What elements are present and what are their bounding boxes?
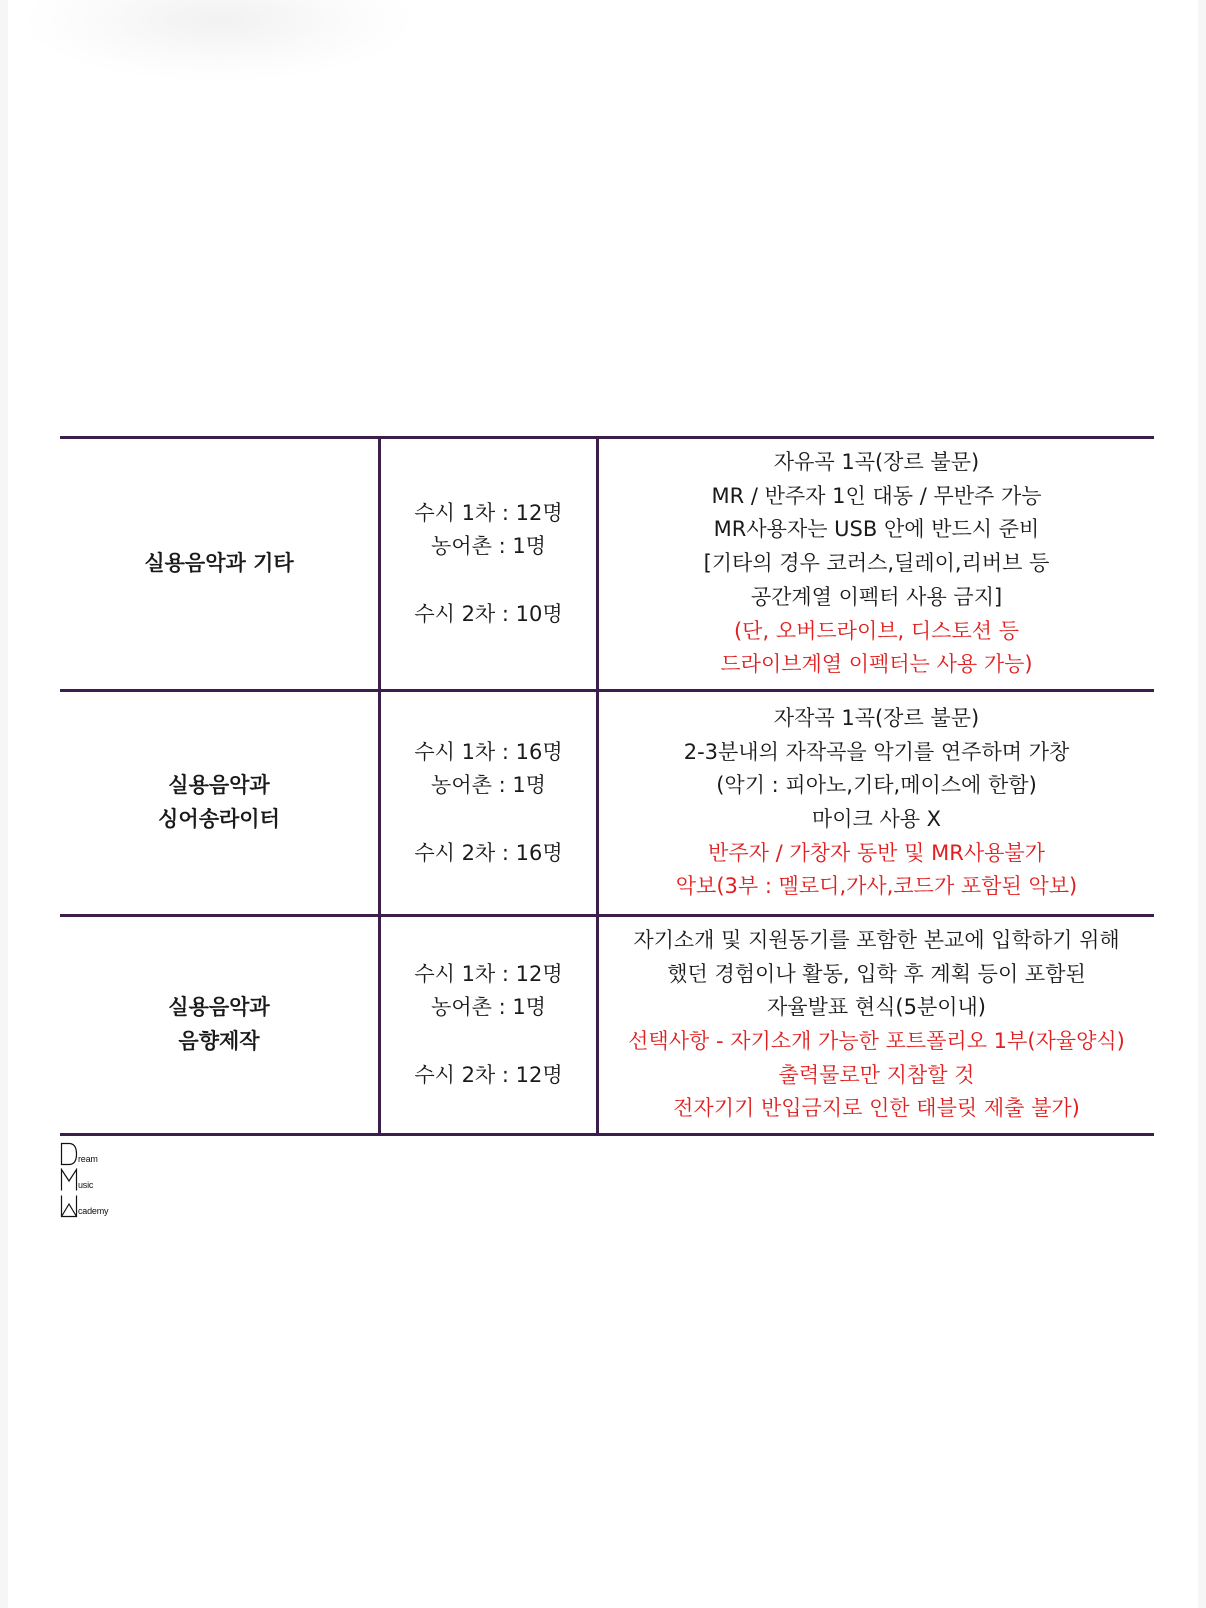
requirement-line: 자기소개 및 지원동기를 포함한 본교에 입학하기 위해 <box>633 927 1120 952</box>
logo-row <box>60 1142 130 1168</box>
requirement-line-highlight: 전자기기 반입금지로 인한 태블릿 제출 불가) <box>673 1096 1080 1121</box>
logo-word: cademy <box>78 1206 109 1216</box>
department-name: 실용음악과 기타 <box>144 551 294 576</box>
department-name-cell <box>60 691 380 916</box>
requirement-line: 했던 경험이나 활동, 입학 후 계획 등이 포함된 <box>667 961 1086 986</box>
quota-line: 수시 2차 : 16명 <box>414 840 563 865</box>
document-page <box>8 0 1198 1608</box>
requirement-line: 자유곡 1곡(장르 불문) <box>773 450 980 475</box>
requirements-cell <box>598 916 1155 1135</box>
quota-line: 수시 1차 : 12명 <box>414 500 563 525</box>
logo-a-glyph <box>60 1194 78 1218</box>
requirement-line: [기타의 경우 코러스,딜레이,리버브 등 <box>703 551 1050 576</box>
requirements-cell <box>598 438 1155 691</box>
requirement-line-highlight: 선택사항 - 자기소개 가능한 포트폴리오 1부(자율양식) <box>628 1029 1125 1053</box>
logo-word: ream <box>78 1154 98 1164</box>
requirement-line: MR사용자는 USB 안에 반드시 준비 <box>713 517 1040 542</box>
quota-line: 농어촌 : 1명 <box>431 773 546 798</box>
quota-cell <box>380 691 598 916</box>
quota-line: 수시 1차 : 16명 <box>414 739 563 764</box>
logo-d-glyph <box>60 1142 78 1166</box>
requirement-line: (악기 : 피아노,기타,메이스에 한함) <box>716 773 1037 798</box>
requirement-line: 공간계열 이펙터 사용 금지] <box>750 584 1003 609</box>
requirement-line-highlight: 악보(3부 : 멜로디,가사,코드가 포함된 악보) <box>675 874 1078 899</box>
requirement-line: MR / 반주자 1인 대동 / 무반주 가능 <box>711 483 1042 508</box>
table-row <box>60 691 1154 916</box>
quota-line: 수시 2차 : 10명 <box>414 601 563 626</box>
requirement-line: 2-3분내의 자작곡을 악기를 연주하며 가창 <box>683 739 1070 764</box>
logo-row <box>60 1168 130 1194</box>
quota-line: 농어촌 : 1명 <box>431 995 546 1020</box>
dma-logo <box>60 1142 130 1220</box>
requirements-cell <box>598 691 1155 916</box>
requirement-line: 자작곡 1곡(장르 불문) <box>773 705 980 730</box>
scan-smudge <box>28 0 408 80</box>
department-name-cell <box>60 438 380 691</box>
quota-line: 수시 1차 : 12명 <box>414 961 563 986</box>
requirement-line-highlight: 출력물로만 지참할 것 <box>778 1062 975 1087</box>
logo-word: usic <box>78 1180 94 1190</box>
requirement-line-highlight: 반주자 / 가창자 동반 및 MR사용불가 <box>708 840 1045 865</box>
department-name: 실용음악과 <box>168 995 270 1020</box>
quota-line: 농어촌 : 1명 <box>431 534 546 559</box>
requirement-line: 마이크 사용 X <box>811 807 942 831</box>
department-name: 실용음악과 <box>168 773 270 798</box>
table-row <box>60 916 1154 1135</box>
admission-table <box>60 436 1154 1136</box>
requirement-line-highlight: 드라이브계열 이펙터는 사용 가능) <box>720 652 1033 677</box>
department-name-cell <box>60 916 380 1135</box>
department-name: 싱어송라이터 <box>158 807 280 831</box>
quota-cell <box>380 916 598 1135</box>
department-name: 음향제작 <box>178 1029 260 1053</box>
quota-cell <box>380 438 598 691</box>
logo-m-glyph <box>60 1168 78 1192</box>
requirement-line-highlight: (단, 오버드라이브, 디스토션 등 <box>733 618 1019 643</box>
requirement-line: 자율발표 현식(5분이내) <box>767 995 986 1020</box>
quota-line: 수시 2차 : 12명 <box>414 1062 563 1087</box>
logo-row <box>60 1194 130 1220</box>
table-row <box>60 438 1154 691</box>
